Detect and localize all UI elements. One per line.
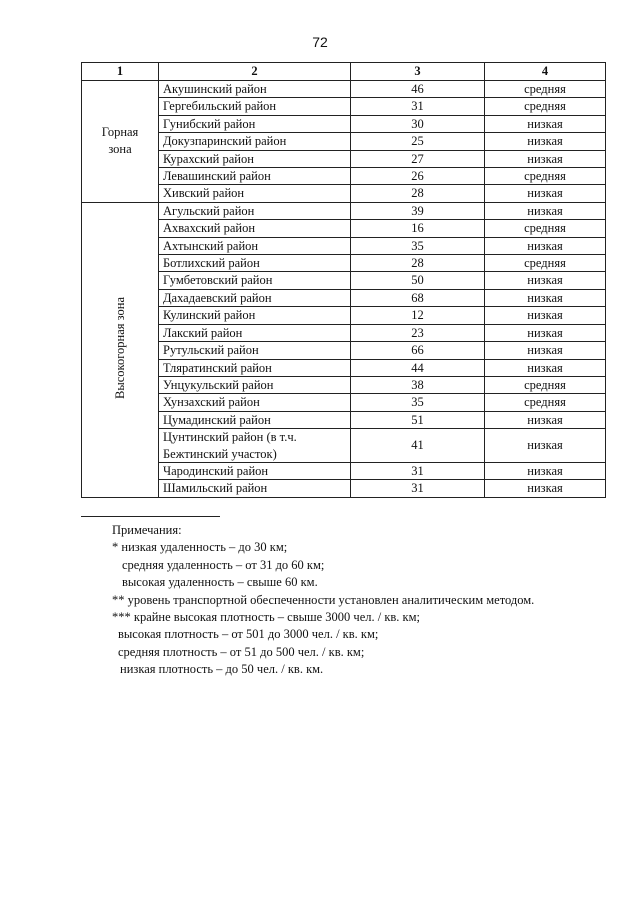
district-name-text: Гумбетовский район bbox=[163, 273, 273, 288]
table-row bbox=[82, 81, 606, 98]
distance-value: 66 bbox=[351, 342, 485, 359]
distance-value: 68 bbox=[351, 289, 485, 306]
table-row bbox=[82, 411, 606, 428]
notes bbox=[112, 522, 612, 679]
district-name-text: Агульский район bbox=[163, 203, 255, 218]
district-name bbox=[159, 376, 351, 393]
district-name bbox=[159, 81, 351, 98]
level-value: средняя bbox=[485, 376, 606, 393]
table-row bbox=[82, 342, 606, 359]
district-name-text: Докузпаринский район bbox=[163, 134, 287, 149]
district-name-text: Дахадаевский район bbox=[163, 290, 272, 305]
district-name-text: Рутульский район bbox=[163, 343, 259, 358]
district-name bbox=[159, 411, 351, 428]
distance-value: 31 bbox=[351, 462, 485, 479]
distance-value: 12 bbox=[351, 307, 485, 324]
distance-value: 30 bbox=[351, 115, 485, 132]
district-name-text: Хунзахский район bbox=[163, 395, 260, 410]
district-name-text: Шамильский район bbox=[163, 481, 268, 496]
district-name-text: Гергебильский район bbox=[163, 99, 277, 114]
note-line: высокая плотность – от 501 до 3000 чел. / кв. км; bbox=[118, 627, 379, 642]
distance-value: 41 bbox=[351, 429, 485, 463]
note-line: средняя удаленность – от 31 до 60 км; bbox=[122, 557, 325, 572]
table-row bbox=[82, 272, 606, 289]
distance-value: 44 bbox=[351, 359, 485, 376]
district-name bbox=[159, 429, 351, 463]
district-name bbox=[159, 462, 351, 479]
district-name bbox=[159, 324, 351, 341]
table-row bbox=[82, 237, 606, 254]
district-name-text: Тляратинский район bbox=[163, 360, 272, 375]
distance-value: 39 bbox=[351, 202, 485, 219]
district-name-text: Лакский район bbox=[163, 325, 243, 340]
district-name-text: Цунтинский район (в т.ч. bbox=[163, 430, 297, 445]
table-row bbox=[82, 255, 606, 272]
note-line: * низкая удаленность – до 30 км; bbox=[112, 540, 288, 555]
table-row bbox=[82, 150, 606, 167]
table-body bbox=[82, 81, 606, 498]
distance-value: 35 bbox=[351, 394, 485, 411]
district-name bbox=[159, 202, 351, 219]
level-value: низкая bbox=[485, 150, 606, 167]
note-line: *** крайне высокая плотность – свыше 3000 чел. / кв. км; bbox=[112, 610, 421, 625]
district-name bbox=[159, 272, 351, 289]
district-name bbox=[159, 307, 351, 324]
district-name-text: Курахский район bbox=[163, 151, 254, 166]
district-name bbox=[159, 394, 351, 411]
table-row bbox=[82, 480, 606, 497]
district-name bbox=[159, 185, 351, 202]
notes-divider bbox=[81, 516, 220, 517]
level-value: низкая bbox=[485, 411, 606, 428]
district-name-text: Цумадинский район bbox=[163, 412, 271, 427]
table-row bbox=[82, 376, 606, 393]
table-row bbox=[82, 133, 606, 150]
table-row bbox=[82, 115, 606, 132]
table-row bbox=[82, 202, 606, 219]
district-name-text: Унцукульский район bbox=[163, 377, 274, 392]
district-name-text: Хивский район bbox=[163, 186, 245, 201]
level-value: низкая bbox=[485, 462, 606, 479]
district-name bbox=[159, 168, 351, 185]
distance-value: 23 bbox=[351, 324, 485, 341]
district-name bbox=[159, 220, 351, 237]
level-value: средняя bbox=[485, 98, 606, 115]
district-name-text: Гунибский район bbox=[163, 116, 256, 131]
table-row bbox=[82, 324, 606, 341]
district-name bbox=[159, 115, 351, 132]
distance-value: 35 bbox=[351, 237, 485, 254]
note-line: высокая удаленность – свыше 60 км. bbox=[122, 575, 318, 590]
table-row bbox=[82, 307, 606, 324]
table-row bbox=[82, 98, 606, 115]
level-value: низкая bbox=[485, 115, 606, 132]
district-name bbox=[159, 289, 351, 306]
distance-value: 51 bbox=[351, 411, 485, 428]
distance-value: 38 bbox=[351, 376, 485, 393]
district-table bbox=[81, 62, 606, 498]
column-header-3: 3 bbox=[351, 63, 485, 81]
level-value: низкая bbox=[485, 324, 606, 341]
column-header-4: 4 bbox=[485, 63, 606, 81]
district-name-text: Чародинский район bbox=[163, 463, 269, 478]
header-row bbox=[82, 63, 606, 81]
level-value: средняя bbox=[485, 168, 606, 185]
district-name-text: Ахтынский район bbox=[163, 238, 259, 253]
district-name-text: Кулинский район bbox=[163, 308, 256, 323]
table-row bbox=[82, 289, 606, 306]
level-value: низкая bbox=[485, 272, 606, 289]
district-name-text: Левашинский район bbox=[163, 169, 271, 184]
district-name bbox=[159, 342, 351, 359]
column-header-2: 2 bbox=[159, 63, 351, 81]
level-value: низкая bbox=[485, 202, 606, 219]
level-value: низкая bbox=[485, 289, 606, 306]
distance-value: 28 bbox=[351, 185, 485, 202]
level-value: низкая bbox=[485, 429, 606, 463]
level-value: низкая bbox=[485, 133, 606, 150]
district-name bbox=[159, 98, 351, 115]
district-name bbox=[159, 359, 351, 376]
table-row bbox=[82, 429, 606, 463]
district-name-text: Ахвахский район bbox=[163, 221, 256, 236]
zone-name: Высокогорная зона bbox=[112, 296, 127, 399]
district-name-text: Ботлихский район bbox=[163, 256, 260, 271]
district-name bbox=[159, 150, 351, 167]
distance-value: 25 bbox=[351, 133, 485, 150]
page-number: 72 bbox=[312, 34, 328, 50]
level-value: средняя bbox=[485, 81, 606, 98]
note-line: средняя плотность – от 51 до 500 чел. / кв. км; bbox=[118, 644, 365, 659]
level-value: низкая bbox=[485, 359, 606, 376]
note-line: ** уровень транспортной обеспеченности установлен аналитическим методом. bbox=[112, 592, 535, 607]
table-row bbox=[82, 168, 606, 185]
level-value: низкая bbox=[485, 237, 606, 254]
notes-title: Примечания: bbox=[112, 523, 182, 537]
column-header-1: 1 bbox=[82, 63, 159, 81]
level-value: средняя bbox=[485, 394, 606, 411]
level-value: низкая bbox=[485, 185, 606, 202]
district-name bbox=[159, 480, 351, 497]
distance-value: 16 bbox=[351, 220, 485, 237]
level-value: низкая bbox=[485, 342, 606, 359]
level-value: средняя bbox=[485, 255, 606, 272]
distance-value: 27 bbox=[351, 150, 485, 167]
table-row bbox=[82, 185, 606, 202]
table-row bbox=[82, 394, 606, 411]
distance-value: 28 bbox=[351, 255, 485, 272]
distance-value: 31 bbox=[351, 98, 485, 115]
level-value: средняя bbox=[485, 220, 606, 237]
zone-cell bbox=[82, 81, 159, 203]
note-line: низкая плотность – до 50 чел. / кв. км. bbox=[120, 662, 324, 677]
zone-name-line: Горная bbox=[101, 124, 139, 139]
distance-value: 31 bbox=[351, 480, 485, 497]
district-name bbox=[159, 133, 351, 150]
district-name-text: Акушинский район bbox=[163, 82, 267, 96]
table-row bbox=[82, 462, 606, 479]
table-row bbox=[82, 220, 606, 237]
distance-value: 26 bbox=[351, 168, 485, 185]
distance-value: 46 bbox=[351, 81, 485, 98]
level-value: низкая bbox=[485, 307, 606, 324]
distance-value: 50 bbox=[351, 272, 485, 289]
level-value: низкая bbox=[485, 480, 606, 497]
zone-name-line: зона bbox=[108, 142, 132, 157]
district-name bbox=[159, 255, 351, 272]
table-row bbox=[82, 359, 606, 376]
zone-cell bbox=[82, 202, 159, 497]
zone-name bbox=[102, 124, 139, 159]
district-name-text: Бежтинский участок) bbox=[163, 446, 277, 461]
district-name bbox=[159, 237, 351, 254]
